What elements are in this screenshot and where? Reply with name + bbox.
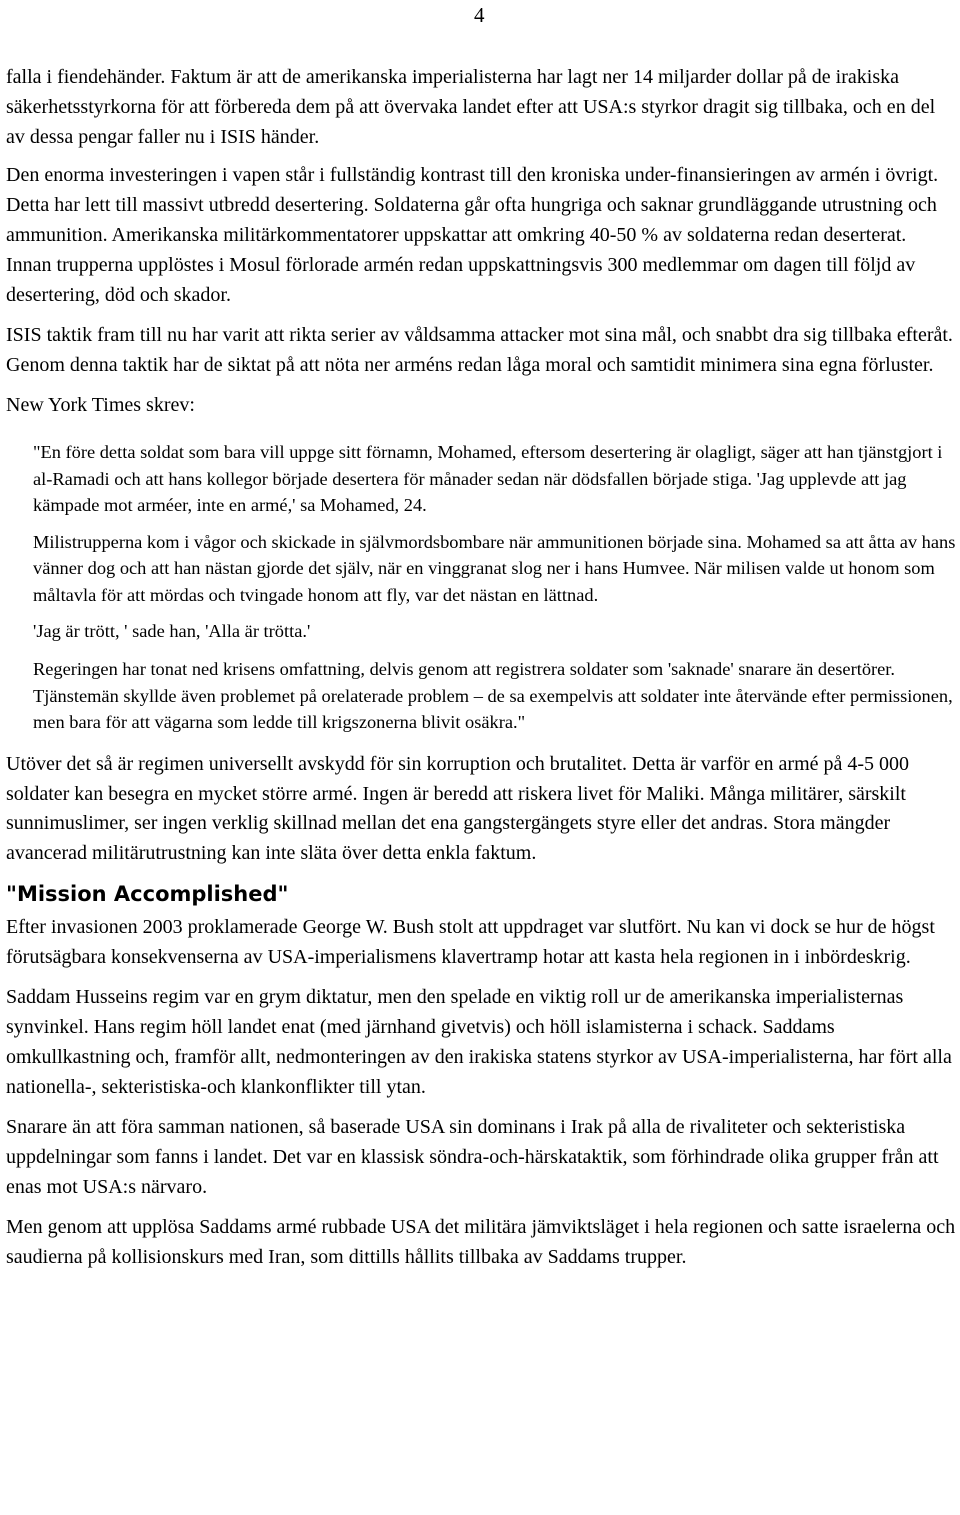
quote-paragraph-3: 'Jag är trött, ' sade han, 'Alla är trötta.' — [33, 620, 311, 641]
block-quote — [6, 439, 956, 736]
document-body — [6, 62, 956, 1282]
paragraph-divide-and-rule: Snarare än att föra samman nationen, så baserade USA sin dominans i Irak på alla de rivaliteter och sekteristiska uppdelningar som fanns i landet. Det var en klassisk söndra-och-härskataktik, som förhindrade olika grupper från att enas mot USA:s närvaro. — [6, 1116, 939, 1199]
paragraph-nyt-lead-in: New York Times skrev: — [6, 394, 195, 416]
quote-paragraph-2: Milistrupperna kom i vågor och skickade in självmordsbombare när ammunitionen började sina. Mohamed sa att åtta av hans vänner dog och att han nästan gjorde det själv, när en vinggranat slog ner i hans Humvee. När milisen valde ut honom som måltavla för att mördas och tvingade honom att fly, var det nästan en lättnad. — [33, 531, 956, 605]
quote-paragraph-4: Regeringen har tonat ned krisens omfattning, delvis genom att registrera soldater som 'saknade' snarare än desertörer. Tjänstemän skyllde även problemet på orelaterade problem – de sa exempelvis att soldater inte återvände efter permissionen, men bara för att vägarna som ledde till krigszonerna blivit osäkra." — [33, 659, 953, 733]
section-heading: "Mission Accomplished" — [6, 882, 289, 907]
paragraph-military-balance: Men genom att upplösa Saddams armé rubbade USA det militära jämviktsläget i hela regionen och satte israelerna och saudierna på kollisionskurs med Iran, som dittills hållits tillbaka av Saddams trupper. — [6, 1216, 956, 1269]
paragraph-saddam-regime: Saddam Husseins regim var en grym diktatur, men den spelade en viktig roll ur de amerikanska imperialisternas synvinkel. Hans regim höll landet enat (med järnhand givetvis) och höll islamisterna i schack. Saddams omkullkastning och, framför allt, nedmonteringen av den irakiska statens styrkor av USA-imperialisterna, har fört alla nationella-, sekteristiska-och klankonflikter till ytan. — [6, 986, 952, 1099]
paragraph-bush-2003: Efter invasionen 2003 proklamerade George W. Bush stolt att uppdraget var slutfört. Nu kan vi dock se hur de högst förutsägbara konsekvenserna av USA-imperialismens klavertramp hotar att kasta hela regionen in i inbördeskrig. — [6, 916, 935, 969]
page-number: 4 — [474, 3, 485, 27]
paragraph-isis-funding: falla i fiendehänder. Faktum är att de amerikanska imperialisterna har lagt ner 14 miljarder dollar på de irakiska säkerhetsstyrkorna för att förbereda dem på att övervaka landet efter att USA:s styrkor dragit sig tillbaka, och en del av dessa pengar faller nu i ISIS händer. — [6, 66, 936, 148]
paragraph-regime-hated: Utöver det så är regimen universellt avskydd för sin korruption och brutalitet. Detta är varför en armé på 4-5 000 soldater kan besegra en mycket större armé. Ingen är beredd att riskera livet för Maliki. Många militärer, särskilt sunnimuslimer, ser ingen verklig skillnad mellan det ena gangstergängets styre eller det andras. Stora mängder avancerad militärutrustning kan inte släta över detta enkla faktum. — [6, 752, 910, 864]
paragraph-isis-tactics: ISIS taktik fram till nu har varit att rikta serier av våldsamma attacker mot sina mål, och snabbt dra sig tillbaka efteråt. Genom denna taktik har de siktat på att nöta ner arméns redan låga moral och samtidit minimera sina egna förluster. — [6, 324, 953, 376]
paragraph-underfunding: Den enorma investeringen i vapen står i fullständig kontrast till den kroniska under-finansieringen av armén i övrigt. Detta har lett till massivt utbredd desertering. Soldaterna går ofta hungriga och saknar grundläggande utrustning och ammunition. Amerikanska militärkommentatorer uppskattar att omkring 40-50 % av soldaterna redan deserterat. Innan trupperna upplöstes i Mosul förlorade armén redan uppskattningsvis 300 medlemmar om dagen till följd av desertering, död och skador. — [6, 164, 939, 306]
quote-paragraph-1: "En före detta soldat som bara vill uppge sitt förnamn, Mohamed, eftersom desertering är olagligt, säger att han tjänstgjort i al-Ramadi och att hans kollegor började desertera för månader sedan när dödsfallen började stiga. 'Jag upplevde att jag kämpade mot arméer, inte en armé,' sa Mohamed, 24. — [33, 442, 943, 516]
